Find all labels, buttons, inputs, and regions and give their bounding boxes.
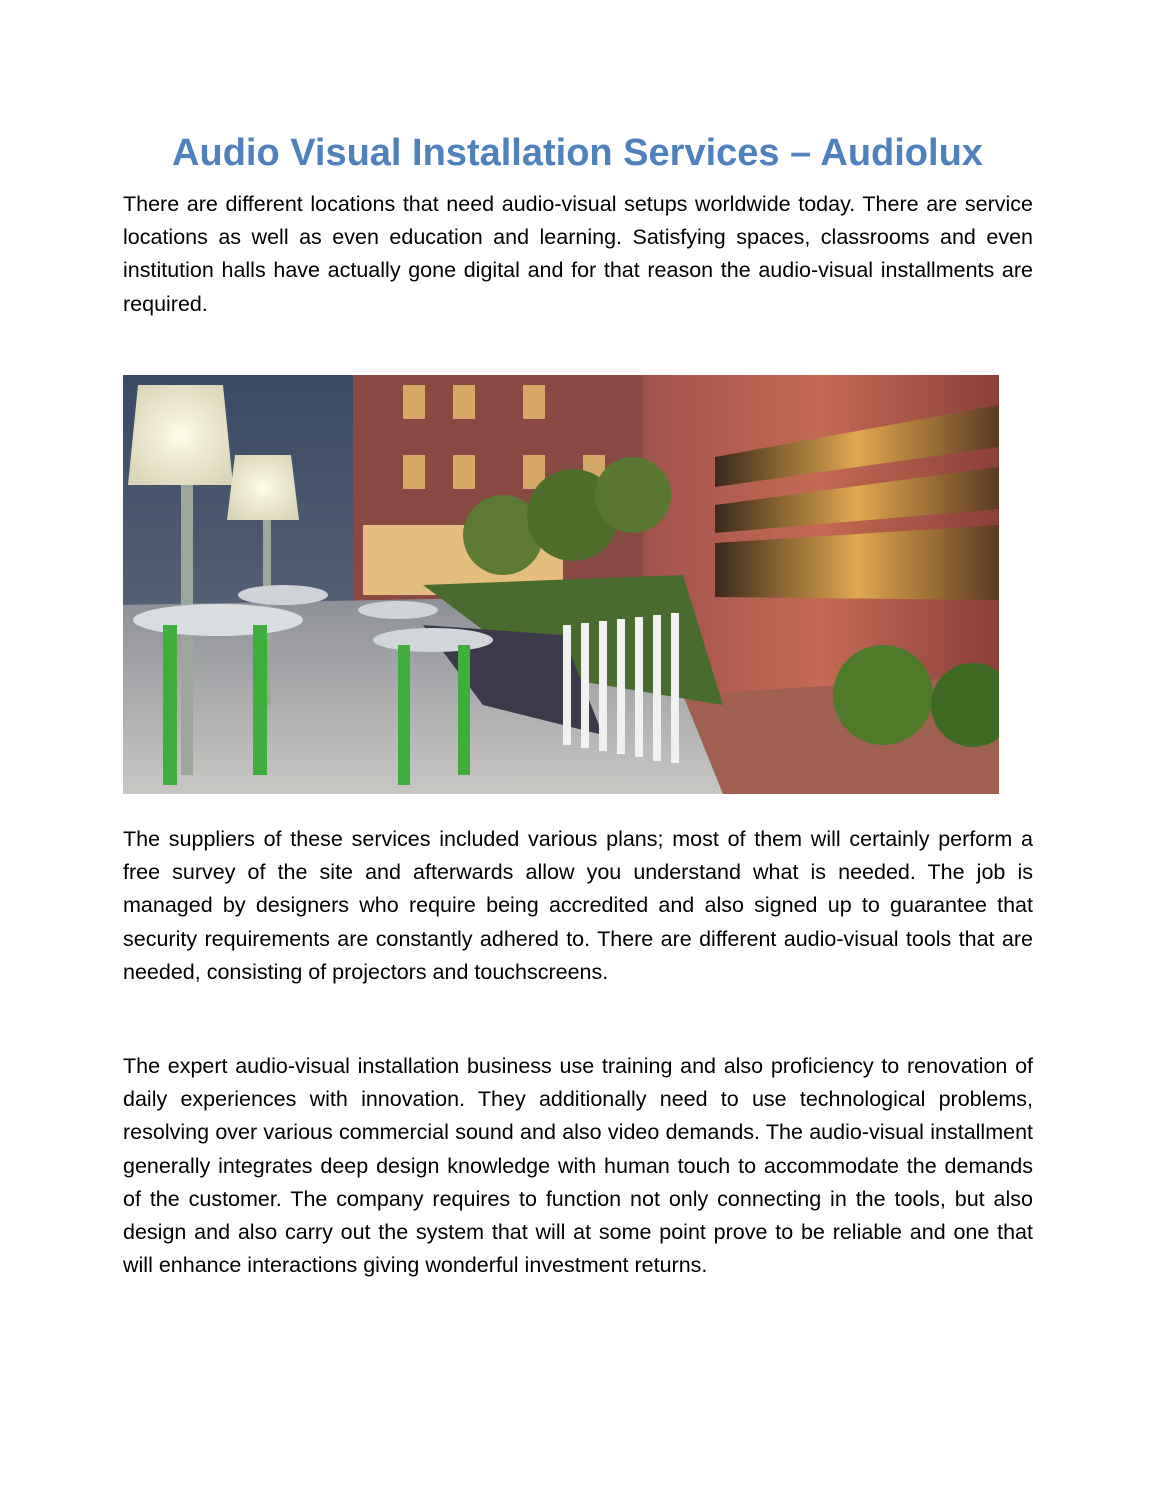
paragraph-suppliers: The suppliers of these services included various plans; most of them will certainly perform a free survey of the site and afterwards allow you understand what is needed. The job is managed by designers who require being accredited and also signed up to guarantee that security requirements are constantly adhered to. There are different audio-visual tools that are needed, consisting of projectors and touchscreens. <box>123 827 1033 984</box>
paragraph-expert: The expert audio-visual installation business use training and also proficiency to renovation of daily experiences with innovation. They additionally need to use technological problems, resolving over various commercial sound and also video demands. The audio-visual installment generally integrates deep design knowledge with human touch to accommodate the demands of the customer. The company requires to function not only connecting in the tools, but also design and also carry out the system that will at some point prove to be reliable and one that will enhance interactions giving wonderful investment returns. <box>123 1054 1033 1278</box>
paragraph-intro: There are different locations that need audio-visual setups worldwide today. There are service locations as well as even education and learning. Satisfying spaces, classrooms and even institution halls have actually gone digital and for that reason the audio-visual installments are required. <box>123 192 1033 316</box>
terrace-photo <box>123 375 999 794</box>
document-title: Audio Visual Installation Services – Audiolux <box>172 132 983 174</box>
